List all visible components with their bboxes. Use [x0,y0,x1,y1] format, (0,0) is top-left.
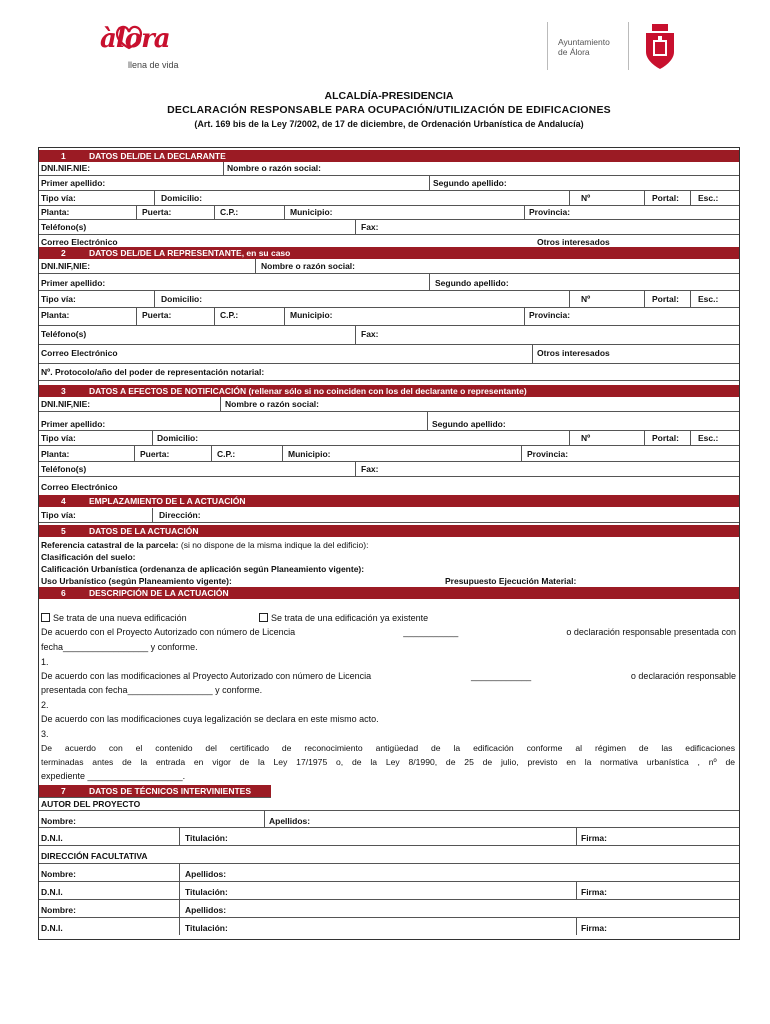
grid-line [223,162,224,175]
grid-line [39,476,739,477]
s3-escalera-field[interactable]: Esc.: [698,433,719,443]
grid-line [39,899,739,900]
s7-df2-dni-field[interactable]: D.N.I. [41,923,63,933]
s7-autor-titulacion-field[interactable]: Titulación: [185,833,228,843]
grid-line [569,291,570,307]
s2-dni-field[interactable]: DNI.NIF,NIE: [41,261,91,271]
s6-number-1: 1. [41,657,49,667]
section-5-header [39,525,739,537]
s3-planta-field[interactable]: Planta: [41,449,70,459]
s6-p1-fecha[interactable]: fecha_________________ y conforme. [41,642,198,652]
s6-option-existente[interactable] [259,613,428,624]
grid-line [355,462,356,476]
s6-p1-text-b: o declaración responsable presentada con [566,627,736,637]
s3-segundo-apellido-field[interactable]: Segundo apellido: [432,419,506,429]
declaration-form [38,147,740,940]
grid-line [39,445,739,446]
section-5-number: 5 [61,526,66,536]
s3-domicilio-field[interactable]: Domicilio: [157,433,199,443]
section-1-header [39,150,739,162]
s1-provincia-field[interactable]: Provincia: [529,207,571,217]
s1-primer-apellido-field[interactable]: Primer apellido: [41,178,106,188]
grid-line [39,380,739,381]
grid-line [39,190,739,191]
grid-line [690,191,691,205]
s2-fax-field[interactable]: Fax: [361,329,379,339]
grid-line [576,918,577,935]
s5-clasificacion-field[interactable]: Clasificación del suelo: [41,552,136,562]
section-7-title: DATOS DE TÉCNICOS INTERVINIENTES [89,786,251,796]
grid-line [154,191,155,205]
grid-line [39,344,739,345]
grid-line [39,881,739,882]
s3-provincia-field[interactable]: Provincia: [527,449,569,459]
grid-line [179,882,180,899]
section-2-number: 2 [61,248,66,258]
s1-nombre-field[interactable]: Nombre o razón social: [227,163,321,173]
grid-line [569,431,570,445]
s1-cp-field[interactable]: C.P.: [220,207,239,217]
s6-paragraph-1 [41,627,736,638]
coat-of-arms-icon [640,22,680,72]
s5-ref-note: (si no dispone de la misma indique la del edificio): [180,540,369,550]
s2-correo-field[interactable]: Correo Electrónico [41,348,118,358]
s2-puerta-field[interactable]: Puerta: [142,310,172,320]
grid-line [39,827,739,828]
s1-municipio-field[interactable]: Municipio: [290,207,333,217]
s2-segundo-apellido-field[interactable]: Segundo apellido: [435,278,509,288]
logo-tagline: llena de vida [128,60,179,70]
s7-df1-apellidos-field[interactable]: Apellidos: [185,869,227,879]
s3-municipio-field[interactable]: Municipio: [288,449,331,459]
grid-line [214,206,215,219]
s1-segundo-apellido-field[interactable]: Segundo apellido: [433,178,507,188]
s7-autor-apellidos-field[interactable]: Apellidos: [269,816,311,826]
s2-primer-apellido-field[interactable]: Primer apellido: [41,278,106,288]
grid-line [39,917,739,918]
grid-line [152,508,153,522]
grid-line [255,259,256,273]
s7-autor-dni-field[interactable]: D.N.I. [41,833,63,843]
grid-line [284,206,285,219]
section-2-header [39,247,739,259]
s1-telefono-field[interactable]: Teléfono(s) [41,222,87,232]
s1-tipo-via-field[interactable]: Tipo vía: [41,193,76,203]
s2-portal-field[interactable]: Portal: [652,294,679,304]
grid-line [644,431,645,445]
title-legal-reference: (Art. 169 bis de la Ley 7/2002, de 17 de diciembre, de Ordenación Urbanística de Andalucía) [194,119,584,129]
grid-line [136,308,137,325]
s1-dni-field[interactable]: DNI.NIF.NIE: [41,163,91,173]
ayuntamiento-line2: de Álora [558,47,590,57]
s2-cp-field[interactable]: C.P.: [220,310,239,320]
section-1-title: DATOS DEL/DE LA DECLARANTE [89,151,226,161]
s1-portal-field[interactable]: Portal: [652,193,679,203]
grid-line [39,175,739,176]
s6-p1-licencia-blank[interactable]: ___________ [403,627,459,637]
section-6-title: DESCRIPCIÓN DE LA ACTUACIÓN [89,588,229,598]
s1-fax-field[interactable]: Fax: [361,222,379,232]
section-7-number: 7 [61,786,66,796]
section-4-number: 4 [61,496,66,506]
grid-line [39,845,739,846]
section-7-header [39,785,271,797]
s2-protocolo-field[interactable]: Nº. Protocolo/año del poder de representación notarial: [41,367,265,377]
s2-tipo-via-field[interactable]: Tipo vía: [41,294,76,304]
section-5-title: DATOS DE LA ACTUACIÓN [89,526,199,536]
section-4-header [39,495,739,507]
grid-line [355,326,356,344]
grid-line [284,308,285,325]
grid-line [569,191,570,205]
section-6-header [39,587,739,599]
title-declaracion: DECLARACIÓN RESPONSABLE PARA OCUPACIÓN/UTILIZACIÓN DE EDIFICACIONES [167,104,611,116]
s7-df1-dni-field[interactable]: D.N.I. [41,887,63,897]
grid-line [39,363,739,364]
ayuntamiento-line1: Ayuntamiento [558,37,610,47]
s2-telefono-field[interactable]: Teléfono(s) [41,329,87,339]
section-3-title: DATOS A EFECTOS DE NOTIFICACIÓN (rellenar sólo si no coinciden con los del declarante o representante) [89,386,527,396]
s1-puerta-field[interactable]: Puerta: [142,207,172,217]
grid-line [39,461,739,462]
grid-line [39,810,739,811]
section-2-title: DATOS DEL/DE LA REPRESENTANTE, en su caso [89,248,291,258]
grid-line [154,291,155,307]
s7-autor-firma-field[interactable]: Firma: [581,833,607,843]
section-3-header [39,385,739,397]
s3-puerta-field[interactable]: Puerta: [140,449,170,459]
document-titles [40,90,738,131]
grid-line [39,863,739,864]
s2-escalera-field[interactable]: Esc.: [698,294,719,304]
s2-municipio-field[interactable]: Municipio: [290,310,333,320]
s2-numero-field[interactable]: Nº [581,294,591,304]
s7-autor-nombre-field[interactable]: Nombre: [41,816,76,826]
grid-line [39,273,739,274]
s5-uso-field[interactable]: Uso Urbanístico (según Planeamiento vigente): [41,576,232,586]
grid-line [214,308,215,325]
s1-numero-field[interactable]: Nº [581,193,591,203]
s7-direccion-facultativa-heading: DIRECCIÓN FACULTATIVA [41,851,148,861]
grid-line [524,206,525,219]
s6-option-nueva[interactable] [41,613,187,624]
s7-df2-titulacion-field[interactable]: Titulación: [185,923,228,933]
header-divider [547,22,548,70]
grid-line [264,811,265,827]
logo-wordmark: àlora [100,24,170,54]
s3-correo-field[interactable]: Correo Electrónico [41,482,118,492]
grid-line [690,291,691,307]
s7-autor-proyecto-heading: AUTOR DEL PROYECTO [41,799,141,809]
checkbox-edificacion-existente[interactable] [259,613,268,622]
section-3-number: 3 [61,386,66,396]
grid-line [427,412,428,430]
s6-paragraph-3: De acuerdo con las modificaciones cuya legalización se declara en este mismo acto. [41,714,379,724]
s1-planta-field[interactable]: Planta: [41,207,70,217]
s2-nombre-field[interactable]: Nombre o razón social: [261,261,355,271]
s6-number-2: 2. [41,700,49,710]
s1-domicilio-field[interactable]: Domicilio: [161,193,203,203]
section-6-number: 6 [61,588,66,598]
s3-tipo-via-field[interactable]: Tipo vía: [41,433,76,443]
s7-df2-nombre-field[interactable]: Nombre: [41,905,76,915]
s3-dni-field[interactable]: DNI.NIF,NIE: [41,399,91,409]
grid-line [179,864,180,881]
grid-line [532,345,533,363]
grid-line [220,397,221,411]
grid-line [39,411,739,412]
s5-referencia-catastral-field[interactable] [41,540,368,550]
s7-df1-titulacion-field[interactable]: Titulación: [185,887,228,897]
grid-line [429,274,430,290]
grid-line [39,205,739,206]
grid-line [644,291,645,307]
s2-otros-interesados-field[interactable]: Otros interesados [537,348,610,358]
grid-line [136,206,137,219]
s1-otros-interesados-field[interactable]: Otros interesados [537,237,610,247]
s2-planta-field[interactable]: Planta: [41,310,70,320]
s7-df1-firma-field[interactable]: Firma: [581,887,607,897]
grid-line [39,234,739,235]
s3-fax-field[interactable]: Fax: [361,464,379,474]
grid-line [39,219,739,220]
title-alcaldia: ALCALDÍA-PRESIDENCIA [324,90,454,102]
grid-line [179,828,180,845]
s6-option-nueva-label: Se trata de una nueva edificación [53,613,187,623]
checkbox-nueva-edificacion[interactable] [41,613,50,622]
grid-line [39,325,739,326]
s1-escalera-field[interactable]: Esc.: [698,193,719,203]
ayuntamiento-label [558,37,610,57]
s3-telefono-field[interactable]: Teléfono(s) [41,464,87,474]
grid-line [355,220,356,234]
s7-df2-firma-field[interactable]: Firma: [581,923,607,933]
s5-calificacion-field[interactable]: Calificación Urbanística (ordenanza de aplicación según Planeamiento vigente): [41,564,365,574]
s6-paragraph-4-line1: De acuerdo con el contenido del certificado de reconocimiento antigüedad de la edificación conforme al régimen de las edificaciones [41,743,735,753]
s2-provincia-field[interactable]: Provincia: [529,310,571,320]
s5-presupuesto-field[interactable]: Presupuesto Ejecución Material: [445,576,577,586]
s7-df1-nombre-field[interactable]: Nombre: [41,869,76,879]
s6-p1-text: De acuerdo con el Proyecto Autorizado con número de Licencia [41,627,296,637]
grid-line [134,446,135,461]
grid-line [576,828,577,845]
grid-line [524,308,525,325]
grid-line [429,176,430,190]
grid-line [39,522,739,523]
grid-line [576,882,577,899]
s6-p2-text: De acuerdo con las modificaciones al Proyecto Autorizado con número de Licencia [41,671,372,681]
s3-nombre-field[interactable]: Nombre o razón social: [225,399,319,409]
grid-line [179,900,180,917]
section-4-title: EMPLAZAMIENTO DE L A ACTUACIÓN [89,496,246,506]
s6-p2-text-b: o declaración responsable [630,671,736,681]
s3-primer-apellido-field[interactable]: Primer apellido: [41,419,106,429]
grid-line [39,430,739,431]
grid-line [39,307,739,308]
grid-line [644,191,645,205]
s7-df2-apellidos-field[interactable]: Apellidos: [185,905,227,915]
grid-line [39,290,739,291]
grid-line [521,446,522,461]
section-1-number: 1 [61,151,66,161]
grid-line [39,797,271,798]
s5-ref-label: Referencia catastral de la parcela: [41,540,179,550]
s6-p2-fecha[interactable]: presentada con fecha_________________ y conforme. [41,685,263,695]
s6-option-existente-label: Se trata de una edificación ya existente [271,613,429,623]
s3-portal-field[interactable]: Portal: [652,433,679,443]
s4-tipo-via-field[interactable]: Tipo vía: [41,510,76,520]
s2-domicilio-field[interactable]: Domicilio: [161,294,203,304]
header-divider-2 [628,22,629,70]
s6-p2-licencia-blank[interactable]: ____________ [471,671,532,681]
s3-numero-field[interactable]: Nº [581,433,591,443]
grid-line [152,431,153,445]
s3-cp-field[interactable]: C.P.: [217,449,236,459]
s1-correo-field[interactable]: Correo Electrónico [41,237,118,247]
grid-line [282,446,283,461]
grid-line [690,431,691,445]
grid-line [211,446,212,461]
s6-number-3: 3. [41,729,49,739]
s6-expediente-blank[interactable]: expediente ___________________. [41,771,186,781]
s6-paragraph-4-line2: terminadas antes de la entrada en vigor de la Ley 17/1975 o, de la Ley 8/1990, de 25 de julio, previsto en la normativa urbanística , nº de [41,757,735,767]
grid-line [179,918,180,935]
s4-direccion-field[interactable]: Dirección: [159,510,201,520]
s6-paragraph-2 [41,671,736,682]
